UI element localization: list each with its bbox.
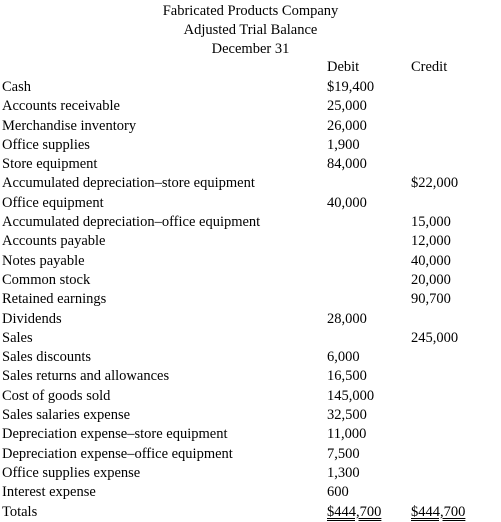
table-row (0, 194, 501, 213)
account-name: Office supplies (2, 136, 90, 153)
account-name: Totals (2, 503, 38, 520)
account-name: Common stock (2, 271, 91, 288)
debit-amount: 26,000 (327, 117, 367, 134)
account-name: Office supplies expense (2, 464, 141, 481)
account-name: Depreciation expense–office equipment (2, 445, 233, 462)
debit-amount: 40,000 (327, 194, 367, 211)
debit-amount: 6,000 (327, 349, 360, 366)
account-name: Merchandise inventory (2, 117, 137, 134)
debit-amount: 145,000 (327, 387, 375, 404)
table-row (0, 97, 501, 116)
account-name: Sales (2, 329, 33, 346)
credit-amount: 40,000 (411, 252, 451, 269)
debit-amount: 1,300 (327, 464, 360, 481)
trial-balance-table (0, 78, 501, 522)
table-row (0, 78, 501, 97)
account-name: Dividends (2, 310, 62, 327)
table-row (0, 329, 501, 348)
debit-amount: 600 (327, 484, 349, 501)
account-name: Accounts receivable (2, 98, 120, 115)
credit-amount: $444,700 (411, 503, 466, 520)
table-row (0, 136, 501, 155)
report-header (0, 2, 501, 59)
account-name: Depreciation expense–store equipment (2, 426, 228, 443)
account-name: Accounts payable (2, 233, 106, 250)
debit-amount: 28,000 (327, 310, 367, 327)
table-row (0, 464, 501, 483)
report-date: December 31 (211, 41, 290, 57)
debit-amount: 7,500 (327, 445, 360, 462)
debit-amount: 11,000 (327, 426, 367, 443)
debit-amount: 84,000 (327, 156, 367, 173)
account-name: Store equipment (2, 156, 98, 173)
debit-amount: 32,500 (327, 407, 367, 424)
account-name: Sales discounts (2, 349, 92, 366)
debit-amount: 1,900 (327, 136, 360, 153)
account-name: Accumulated depreciation–store equipment (2, 175, 255, 192)
debit-column-header: Debit (327, 59, 360, 75)
account-name: Cash (2, 79, 31, 95)
table-row (0, 174, 501, 193)
debit-amount: $444,700 (327, 503, 382, 520)
debit-amount: 16,500 (327, 368, 367, 385)
account-name: Sales salaries expense (2, 407, 131, 424)
table-row (0, 348, 501, 367)
account-name: Sales returns and allowances (2, 368, 170, 385)
table-row (0, 425, 501, 444)
table-row (0, 387, 501, 406)
table-row (0, 290, 501, 309)
report-title: Adjusted Trial Balance (183, 22, 318, 38)
account-name: Retained earnings (2, 291, 107, 308)
table-row (0, 367, 501, 386)
table-row (0, 213, 501, 232)
table-row (0, 483, 501, 502)
table-row (0, 310, 501, 329)
totals-row (0, 503, 501, 522)
table-row (0, 252, 501, 271)
company-name: Fabricated Products Company (162, 3, 339, 19)
account-name: Accumulated depreciation–office equipment (2, 214, 261, 231)
debit-amount: 25,000 (327, 98, 367, 115)
debit-amount: $19,400 (327, 79, 375, 95)
account-name: Interest expense (2, 484, 96, 501)
table-row (0, 271, 501, 290)
credit-amount: 90,700 (411, 291, 451, 308)
credit-amount: 245,000 (411, 329, 459, 346)
account-name: Office equipment (2, 194, 104, 211)
table-row (0, 445, 501, 464)
table-row (0, 406, 501, 425)
account-name: Cost of goods sold (2, 387, 111, 404)
credit-amount: 15,000 (411, 214, 451, 231)
credit-column-header: Credit (411, 59, 448, 75)
credit-amount: 20,000 (411, 271, 451, 288)
table-row (0, 155, 501, 174)
table-row (0, 232, 501, 251)
account-name: Notes payable (2, 252, 85, 269)
credit-amount: $22,000 (411, 175, 459, 192)
credit-amount: 12,000 (411, 233, 451, 250)
table-row (0, 117, 501, 136)
